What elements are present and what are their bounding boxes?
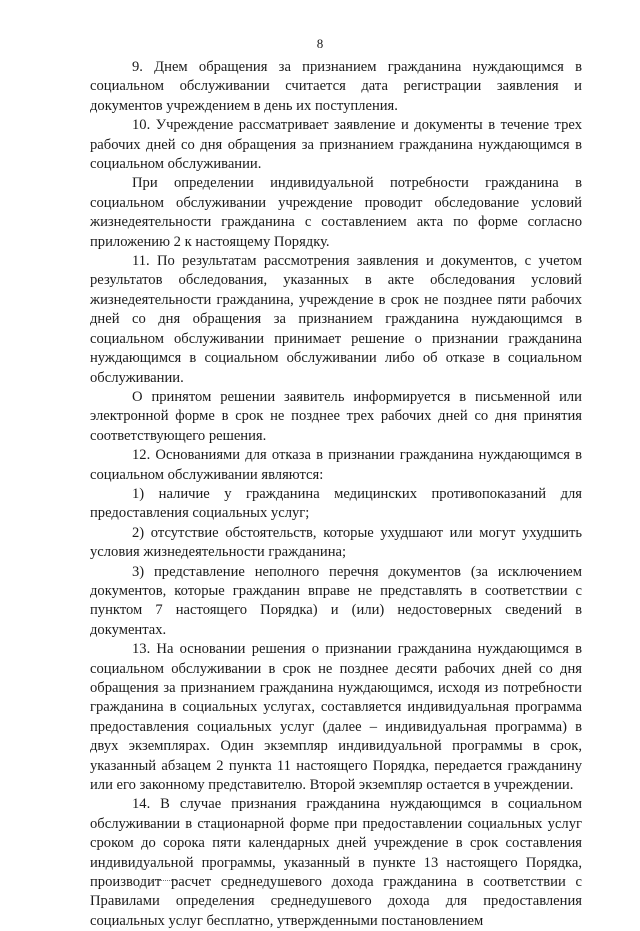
paragraph-9: 9. Днем обращения за признанием гражданина нуждающимся в социальном обслуживании считается дата регистрации заявления и документов учреждением в день их поступления.: [90, 59, 582, 114]
paragraph-12-item-2: 2) отсутствие обстоятельств, которые ухудшают или могут ухудшить условия жизнедеятельности гражданина;: [90, 524, 582, 561]
paragraph-12-item-1: 1) наличие у гражданина медицинских противопоказаний для предоставления социальных услуг;: [90, 485, 582, 522]
paragraph-13: 13. На основании решения о признании гражданина нуждающимся в социальном обслуживании в срок не позднее десяти рабочих дней со дня обращения за признанием гражданина нуждающимся, исходя из потребности гражданина в социальных услугах, составляется индивидуальная программа предоставления социальных услуг (далее – индивидуальная программа) в двух экземплярах. Один экземпляр индивидуальной программы в срок, указанный абзацем 2 пункта 11 настоящего Порядка, передается гражданину или его законному представителю. Второй экземпляр остается в учреждении.: [90, 641, 582, 794]
paragraph-14: 14. В случае признания гражданина нуждающимся в социальном обслуживании в стационарной форме при предоставлении социальных услуг сроком до сорока пяти календарных дней учреждение в срок составления индивидуальной программы, указанный в пункте 13 настоящего Порядка, производит расчет среднедушевого дохода гражданина в соответствии с Правилами определения среднедушевого дохода для предоставления социальных услуг бесплатно, утвержденными постановлением: [90, 796, 582, 929]
paragraph-12-item-3: 3) представление неполного перечня документов (за исключением документов, которые гражданин вправе не представлять в соответствии с пунктом 7 настоящего Порядка) и (или) недостоверных сведений в документах.: [90, 563, 582, 638]
paragraph-11: 11. По результатам рассмотрения заявления и документов, с учетом результатов обследования, указанных в акте обследования условий жизнедеятельности гражданина, учреждение в срок не позднее пяти рабочих дней со дня обращения за признанием гражданина нуждающимся в социальном обслуживании принимает решение о признании гражданина нуждающимся в социальном обслуживании либо об отказе в социальном обслуживании.: [90, 253, 582, 386]
paragraph-10: 10. Учреждение рассматривает заявление и документы в течение трех рабочих дней со дня обращения за признанием гражданина нуждающимся в социальном обслуживании.: [90, 117, 582, 173]
paragraph-12: 12. Основаниями для отказа в признании гражданина нуждающимся в социальном обслуживании являются:: [90, 447, 582, 483]
page-number: 8: [316, 36, 324, 51]
paragraph-10-survey: При определении индивидуальной потребности гражданина в социальном обслуживании учреждение проводит обследование условий жизнедеятельности гражданина с составлением акта по форме согласно приложению 2 к настоящему Порядку.: [90, 175, 582, 250]
paragraph-11-notification: О принятом решении заявитель информируется в письменной или электронной форме в срок не позднее трех рабочих дней со дня принятия соответствующего решения.: [90, 388, 582, 444]
scan-artifact-mark: [148, 880, 178, 881]
document-body: [90, 58, 582, 931]
